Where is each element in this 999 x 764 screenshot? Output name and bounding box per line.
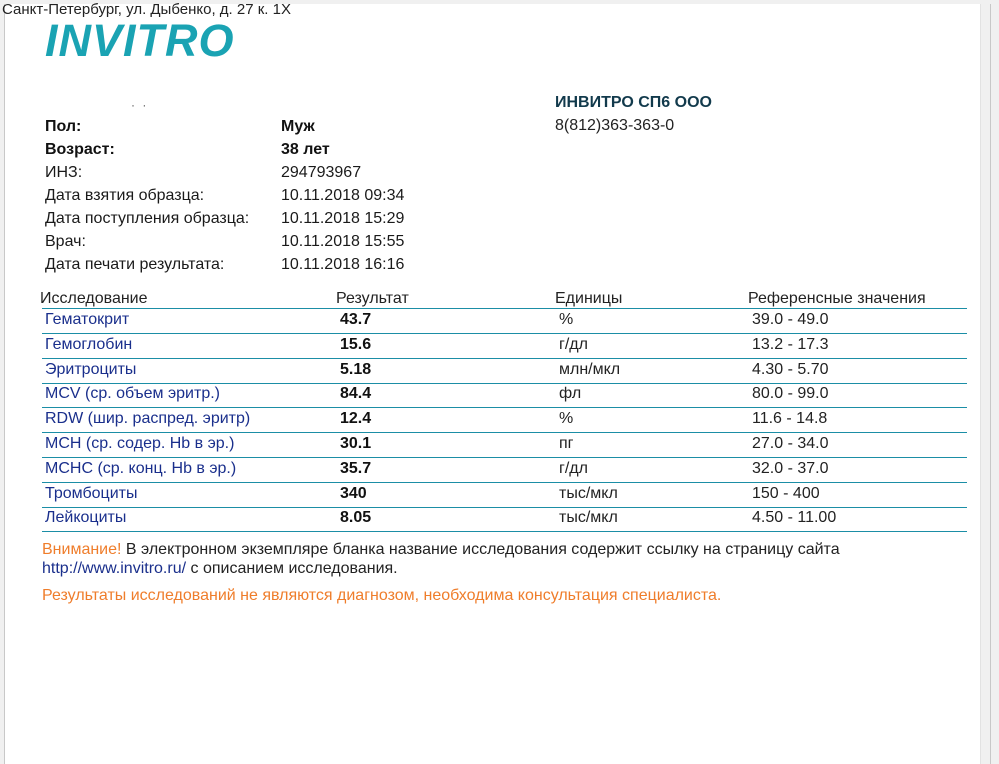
doctor-label: Врач:	[45, 233, 86, 250]
table-row	[42, 309, 967, 334]
test-result: 8.05	[340, 509, 372, 527]
table-row	[42, 458, 967, 483]
test-reference: 13.2 - 17.3	[752, 335, 829, 353]
lab-address: Санкт-Петербург, ул. Дыбенко, д. 27 к. 1Х	[2, 1, 291, 18]
test-units: тыс/мкл	[559, 509, 618, 527]
inz-value: 294793967	[281, 164, 362, 181]
test-units: %	[559, 311, 574, 328]
test-units: %	[559, 410, 574, 428]
age-label: Возраст:	[45, 141, 115, 158]
test-name-link[interactable]: Эритроциты	[45, 360, 137, 378]
sample-taken-value: 10.11.2018 09:34	[281, 187, 405, 204]
test-units: г/дл	[559, 459, 588, 477]
print-date-label: Дата печати результата:	[45, 256, 225, 273]
test-result: 12.4	[340, 410, 372, 428]
column-header-test: Исследование	[40, 290, 148, 307]
test-name-link[interactable]: Гемоглобин	[45, 335, 133, 353]
test-reference: 150 - 400	[752, 484, 820, 502]
table-row	[42, 359, 967, 384]
test-units: г/дл	[559, 335, 588, 353]
invitro-url-link[interactable]: http://www.invitro.ru/	[42, 560, 187, 577]
test-reference: 4.50 - 11.00	[752, 509, 837, 527]
test-units: пг	[559, 435, 574, 452]
test-reference: 32.0 - 37.0	[752, 459, 829, 477]
url-note	[42, 560, 398, 578]
test-result: 43.7	[340, 311, 372, 328]
sample-received-label: Дата поступления образца:	[45, 210, 250, 227]
test-name-link[interactable]: MCV (ср. объем эритр.)	[45, 385, 220, 403]
test-units: фл	[559, 385, 582, 403]
age-value: 38 лет	[281, 141, 330, 158]
scrollbar[interactable]	[980, 4, 990, 764]
table-row	[42, 408, 967, 433]
test-units: тыс/мкл	[559, 484, 618, 502]
test-name-link[interactable]: Тромбоциты	[45, 484, 138, 502]
test-result: 35.7	[340, 459, 372, 477]
column-header-result: Результат	[336, 290, 409, 307]
doctor-value: 10.11.2018 15:55	[281, 233, 405, 250]
table-row	[42, 433, 967, 458]
test-name-link[interactable]: Лейкоциты	[45, 509, 127, 527]
test-reference: 80.0 - 99.0	[752, 385, 829, 403]
invitro-logo: INVITRO	[45, 15, 235, 66]
column-header-reference: Референсные значения	[748, 290, 926, 307]
table-row	[42, 383, 967, 408]
report-page	[4, 4, 991, 764]
test-result: 15.6	[340, 335, 372, 353]
test-name-link[interactable]: MCH (ср. содер. Hb в эр.)	[45, 435, 235, 452]
table-row	[42, 483, 967, 508]
attention-note	[42, 541, 840, 559]
table-row	[42, 334, 967, 359]
test-name-link[interactable]: Гематокрит	[45, 311, 130, 328]
table-row	[42, 507, 967, 532]
test-reference: 4.30 - 5.70	[752, 360, 829, 378]
sample-taken-label: Дата взятия образца:	[45, 187, 205, 204]
patient-name-placeholder: · ·	[131, 98, 149, 112]
column-header-units: Единицы	[555, 290, 623, 307]
inz-label: ИНЗ:	[45, 164, 83, 181]
test-result: 84.4	[340, 385, 372, 403]
org-phone: 8(812)363-363-0	[555, 117, 675, 134]
disclaimer: Результаты исследований не являются диагнозом, необходима консультация специалиста.	[42, 587, 722, 604]
sex-value: Муж	[281, 118, 315, 135]
sex-label: Пол:	[45, 118, 82, 135]
test-reference: 11.6 - 14.8	[752, 410, 828, 428]
attention-text: В электронном экземпляре бланка название исследования содержит ссылку на страницу сайта	[121, 541, 840, 558]
attention-label: Внимание!	[42, 541, 122, 558]
test-result: 340	[340, 484, 367, 502]
url-suffix: с описанием исследования.	[186, 560, 398, 577]
test-units: млн/мкл	[559, 360, 621, 378]
org-name: ИНВИТРО СП6 ООО	[555, 94, 712, 111]
test-name-link[interactable]: RDW (шир. распред. эритр)	[45, 410, 251, 428]
print-date-value: 10.11.2018 16:16	[281, 256, 405, 273]
test-result: 30.1	[340, 435, 372, 452]
test-name-link[interactable]: MCHC (ср. конц. Hb в эр.)	[45, 459, 237, 477]
test-reference: 39.0 - 49.0	[752, 311, 829, 328]
test-result: 5.18	[340, 360, 372, 378]
sample-received-value: 10.11.2018 15:29	[281, 210, 405, 227]
test-reference: 27.0 - 34.0	[752, 435, 829, 452]
